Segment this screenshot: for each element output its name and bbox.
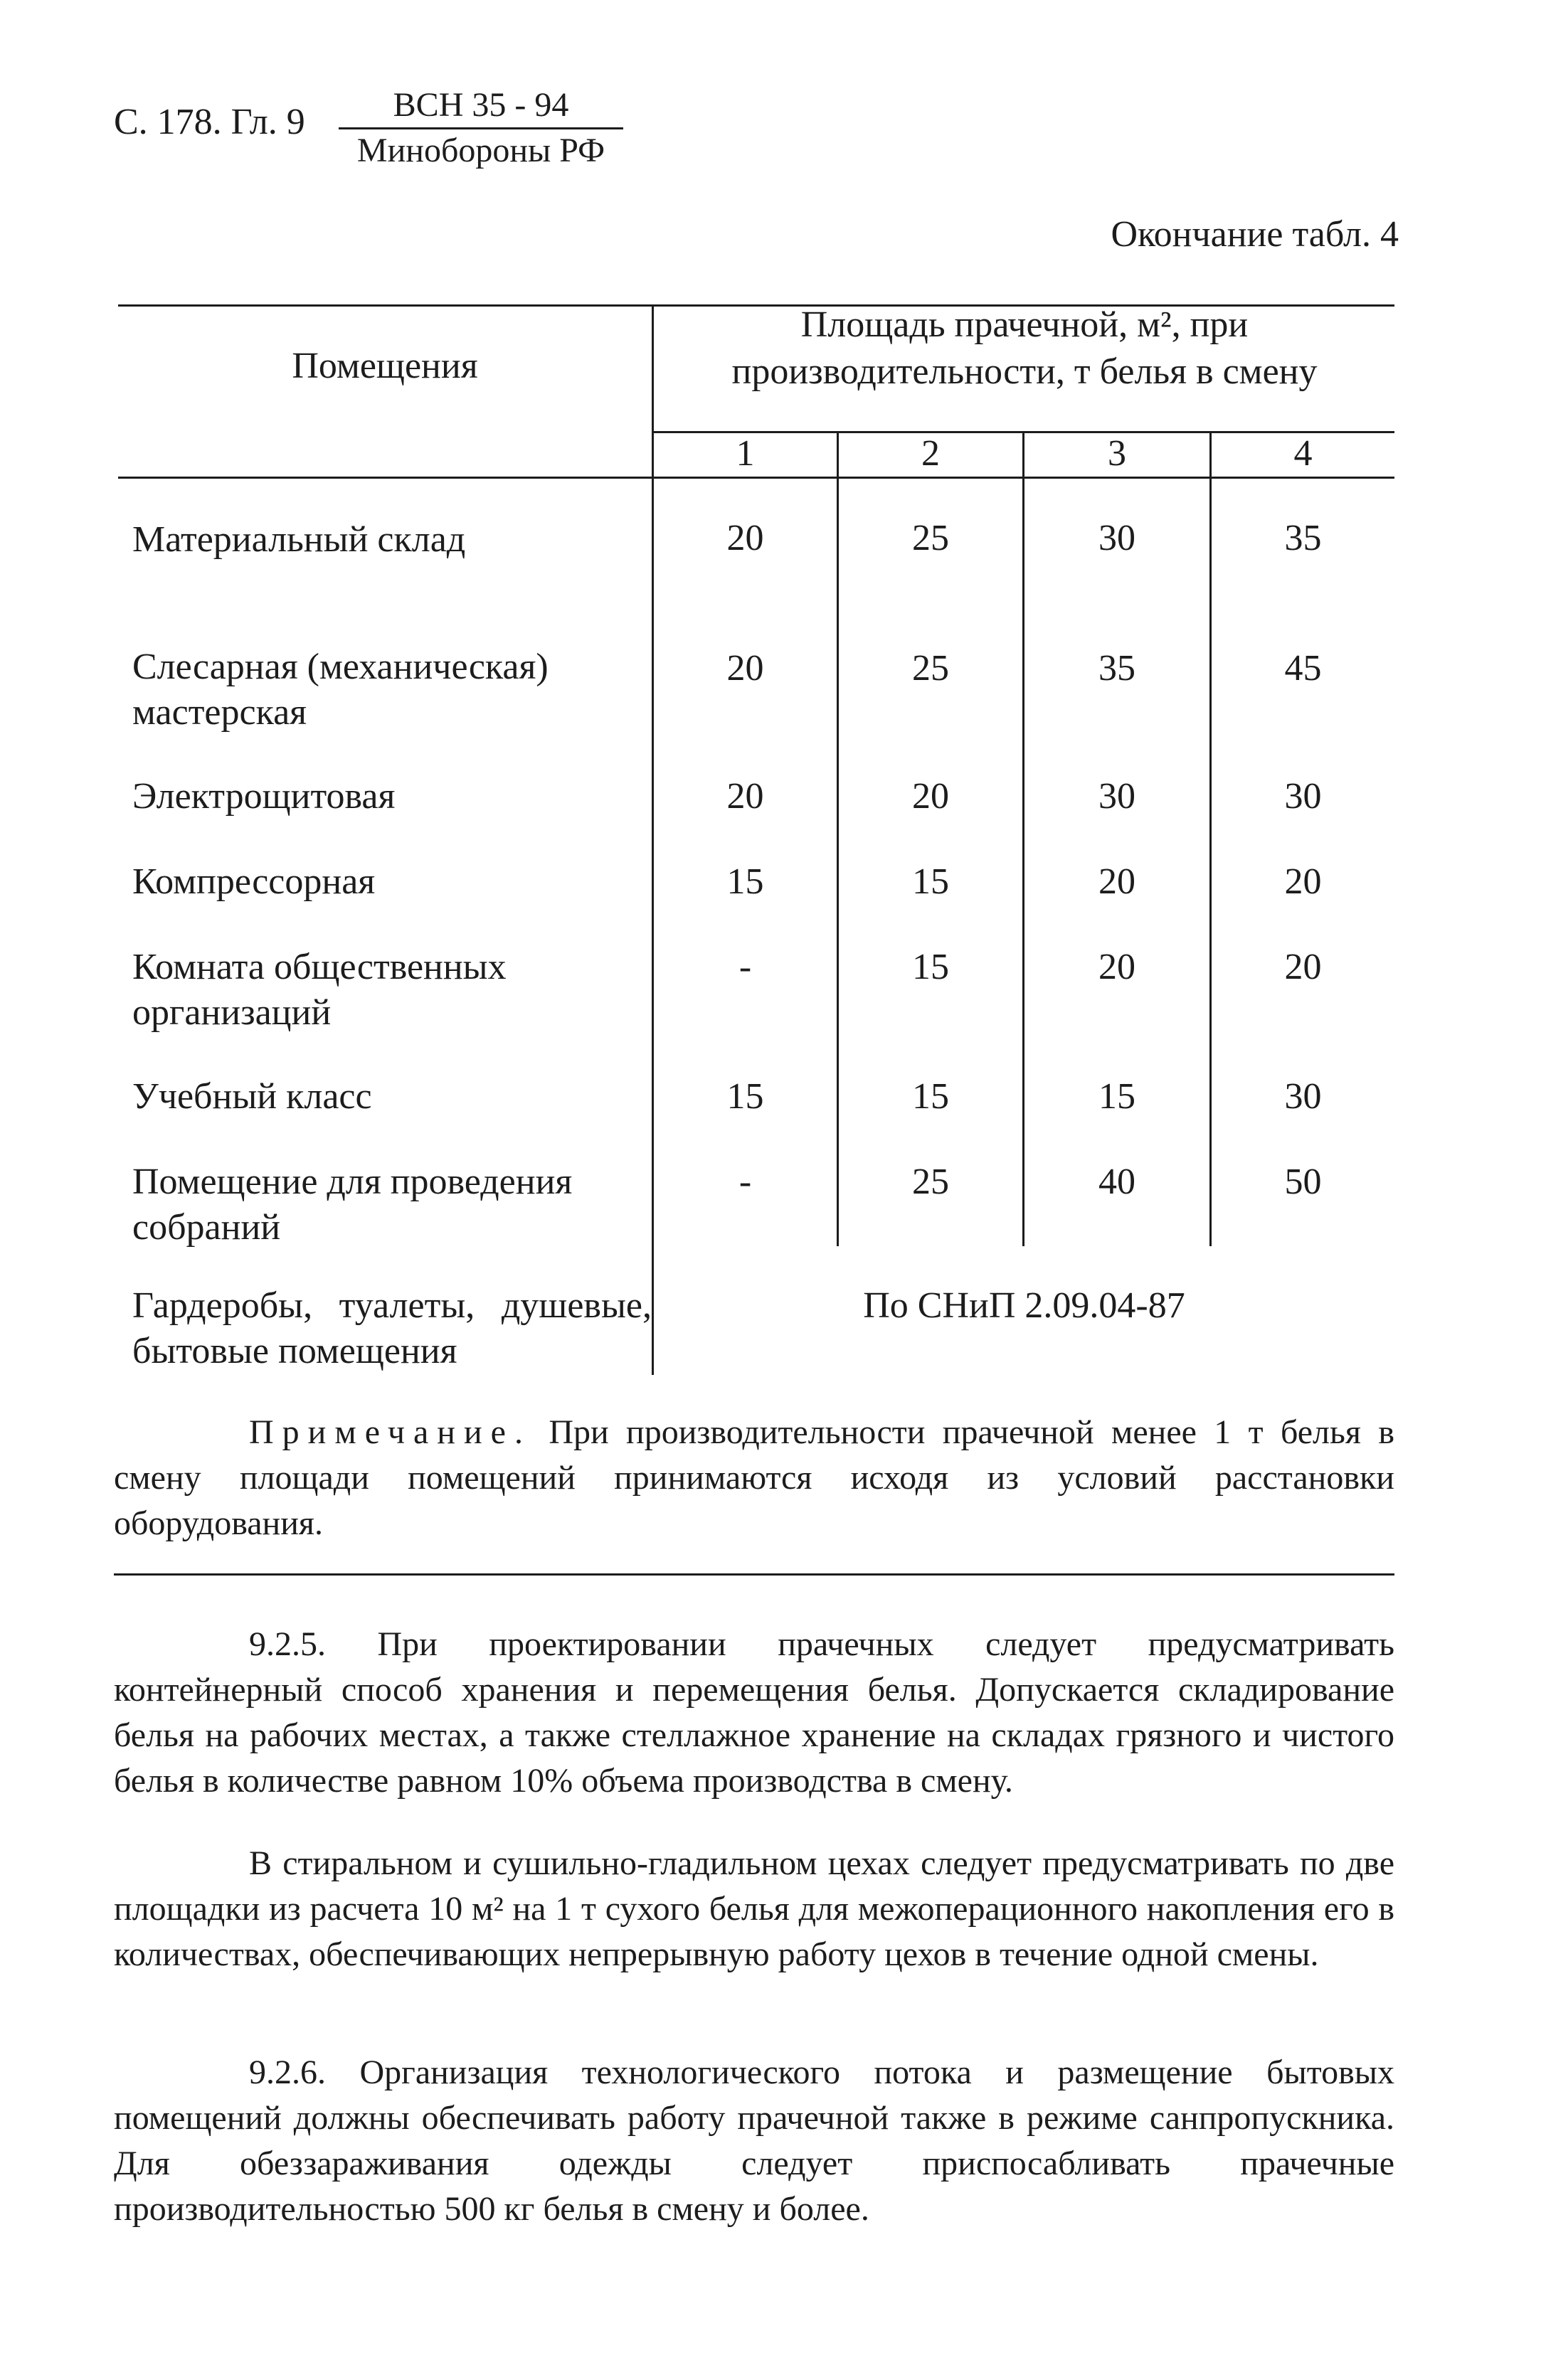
table-cell: 30 [1284, 1076, 1322, 1117]
table-cell: 20 [1284, 947, 1322, 987]
table-row-name: Электрощитовая [132, 776, 396, 817]
table-continuation-label: Окончание табл. 4 [1111, 214, 1399, 255]
note-text: При производительности прачечной менее 1 т белья в смену площади помещений принимаются исходя из условий расстановки оборудования. [114, 1413, 1394, 1542]
paragraph-9-2-5-continued: В стиральном и сушильно-гладильном цехах следует предусматривать по две площадки из расчета 10 м² на 1 т сухого белья для межоперационного накопления его в количествах, обеспечивающих непрерывную работу цехов в течение одной смены. [114, 1844, 1394, 1973]
table-cell: 15 [912, 861, 949, 902]
table-header-bottom-rule [118, 477, 1394, 479]
table-cell: 25 [912, 518, 949, 558]
table-cell: 20 [726, 776, 764, 817]
table-cell: 15 [1098, 1076, 1135, 1117]
table-cell: 25 [912, 1162, 949, 1202]
document-organization: Минобороны РФ [356, 132, 605, 169]
table-cell: 15 [726, 861, 764, 902]
table-cell: 15 [912, 947, 949, 987]
table-row-name: Материальный склад [132, 519, 466, 560]
running-header-prefix: С. 178. Гл. 9 [114, 102, 305, 142]
paragraph-9-2-5: 9.2.5. При проектировании прачечных следует предусматривать контейнерный способ хранения и перемещения белья. Допускается складирование белья на рабочих местах, а также стеллажное хранение на складах грязного и чистого белья в количестве равном 10% объема производства в смену. [114, 1625, 1394, 1800]
table-row-name: Учебный класс [132, 1076, 372, 1117]
table-cell: - [738, 947, 752, 987]
subcolumn-header: 2 [921, 433, 940, 474]
subcolumn-header: 3 [1108, 433, 1126, 474]
table-cell: 30 [1098, 518, 1135, 558]
table-cell: 20 [726, 518, 764, 558]
note-label: Примечание. [249, 1413, 531, 1451]
table-cell: 20 [1098, 861, 1135, 902]
table-cell: 35 [1284, 518, 1322, 558]
section-divider [114, 1573, 1394, 1576]
table-cell: 30 [1284, 776, 1322, 817]
table-row-name: Слесарная (механическая) мастерская [132, 647, 549, 733]
subcolumn-header: 4 [1293, 433, 1313, 474]
table-cell: - [738, 1162, 752, 1202]
table-note [114, 1410, 1394, 1546]
table-row-name: Компрессорная [132, 861, 376, 902]
table-cell: 50 [1284, 1162, 1322, 1202]
table-cell: 15 [912, 1076, 949, 1117]
table-row-name: Помещение для проведения собраний [132, 1162, 573, 1248]
table-row-name: Комната общественных организаций [132, 947, 507, 1033]
table-cell: 20 [1098, 947, 1135, 987]
paragraph-9-2-6: 9.2.6. Организация технологического потока и размещение бытовых помещений должны обеспечивать работу прачечной также в режиме санпропускника. Для обеззараживания одежды следует приспосабливать прачечные производительностью 500 кг белья в смену и более. [114, 2054, 1394, 2228]
table-cell: 20 [912, 776, 949, 817]
column-header-rooms: Помещения [292, 346, 478, 386]
running-header-code [339, 85, 623, 170]
table-cell: 35 [1098, 648, 1135, 689]
table-row-name: Гардеробы, туалеты, душевые, бытовые помещения [132, 1285, 652, 1371]
document-code: ВСН 35 - 94 [339, 85, 623, 129]
table-cell: 20 [1284, 861, 1322, 902]
column-header-area: Площадь прачечной, м², при производительности, т белья в смену [731, 304, 1318, 392]
table-cell: 45 [1284, 648, 1322, 689]
subcolumn-header: 1 [736, 433, 755, 474]
table-cell: 15 [726, 1076, 764, 1117]
table-cell: 30 [1098, 776, 1135, 817]
table-cell: 40 [1098, 1162, 1135, 1202]
table-cell: 25 [912, 648, 949, 689]
table-merged-cell: По СНиП 2.09.04-87 [863, 1285, 1185, 1326]
table-cell: 20 [726, 648, 764, 689]
